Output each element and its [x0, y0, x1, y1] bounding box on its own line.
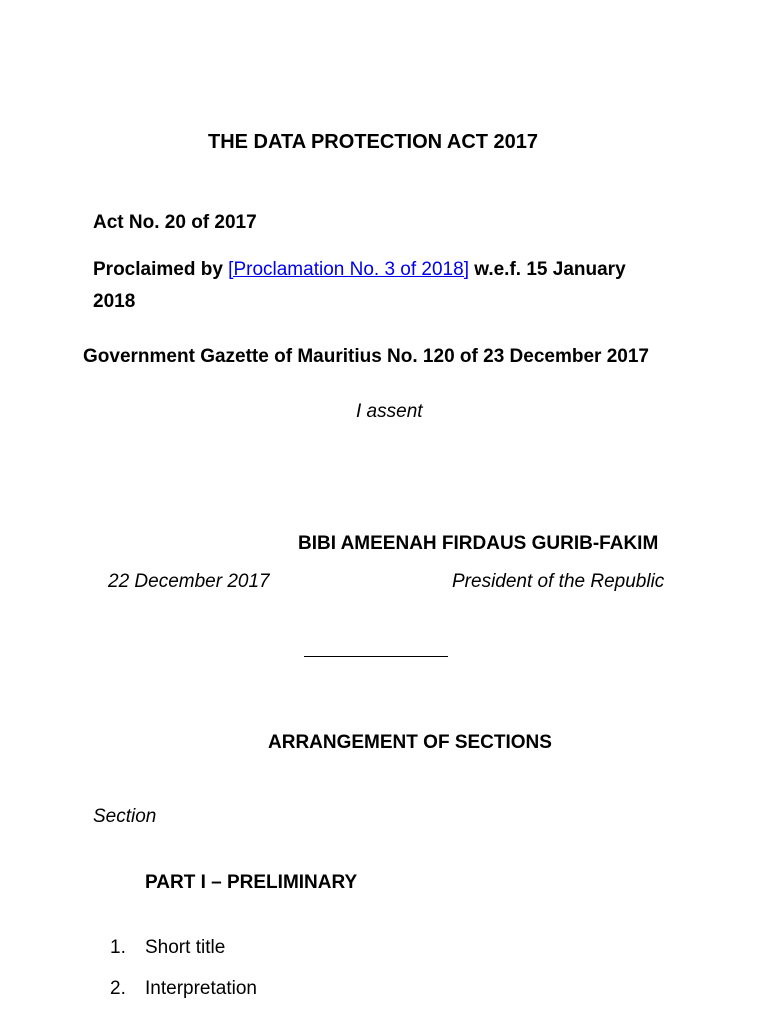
section-number: 1. [110, 937, 126, 958]
section-label: Section [93, 806, 157, 827]
part-heading: PART I – PRELIMINARY [145, 872, 358, 893]
proclamation-prefix: Proclaimed by [93, 259, 229, 280]
proclamation-link[interactable]: [Proclamation No. 3 of 2018] [228, 259, 469, 280]
proclamation-year: 2018 [93, 291, 136, 312]
act-number: Act No. 20 of 2017 [93, 212, 257, 233]
gazette-reference: Government Gazette of Mauritius No. 120 of 23 December 2017 [83, 346, 649, 367]
assent-date: 22 December 2017 [108, 571, 270, 592]
section-title: Short title [145, 937, 226, 958]
section-number: 2. [110, 978, 126, 999]
proclamation-line [93, 260, 626, 279]
signatory-role: President of the Republic [452, 571, 665, 592]
arrangement-heading: ARRANGEMENT OF SECTIONS [268, 732, 552, 753]
signatory-name: BIBI AMEENAH FIRDAUS GURIB-FAKIM [298, 533, 659, 554]
proclamation-suffix: w.e.f. 15 January [468, 259, 626, 280]
section-title: Interpretation [145, 978, 257, 999]
separator-line [304, 656, 448, 657]
document-title: THE DATA PROTECTION ACT 2017 [208, 131, 539, 153]
assent-text: I assent [356, 401, 423, 422]
